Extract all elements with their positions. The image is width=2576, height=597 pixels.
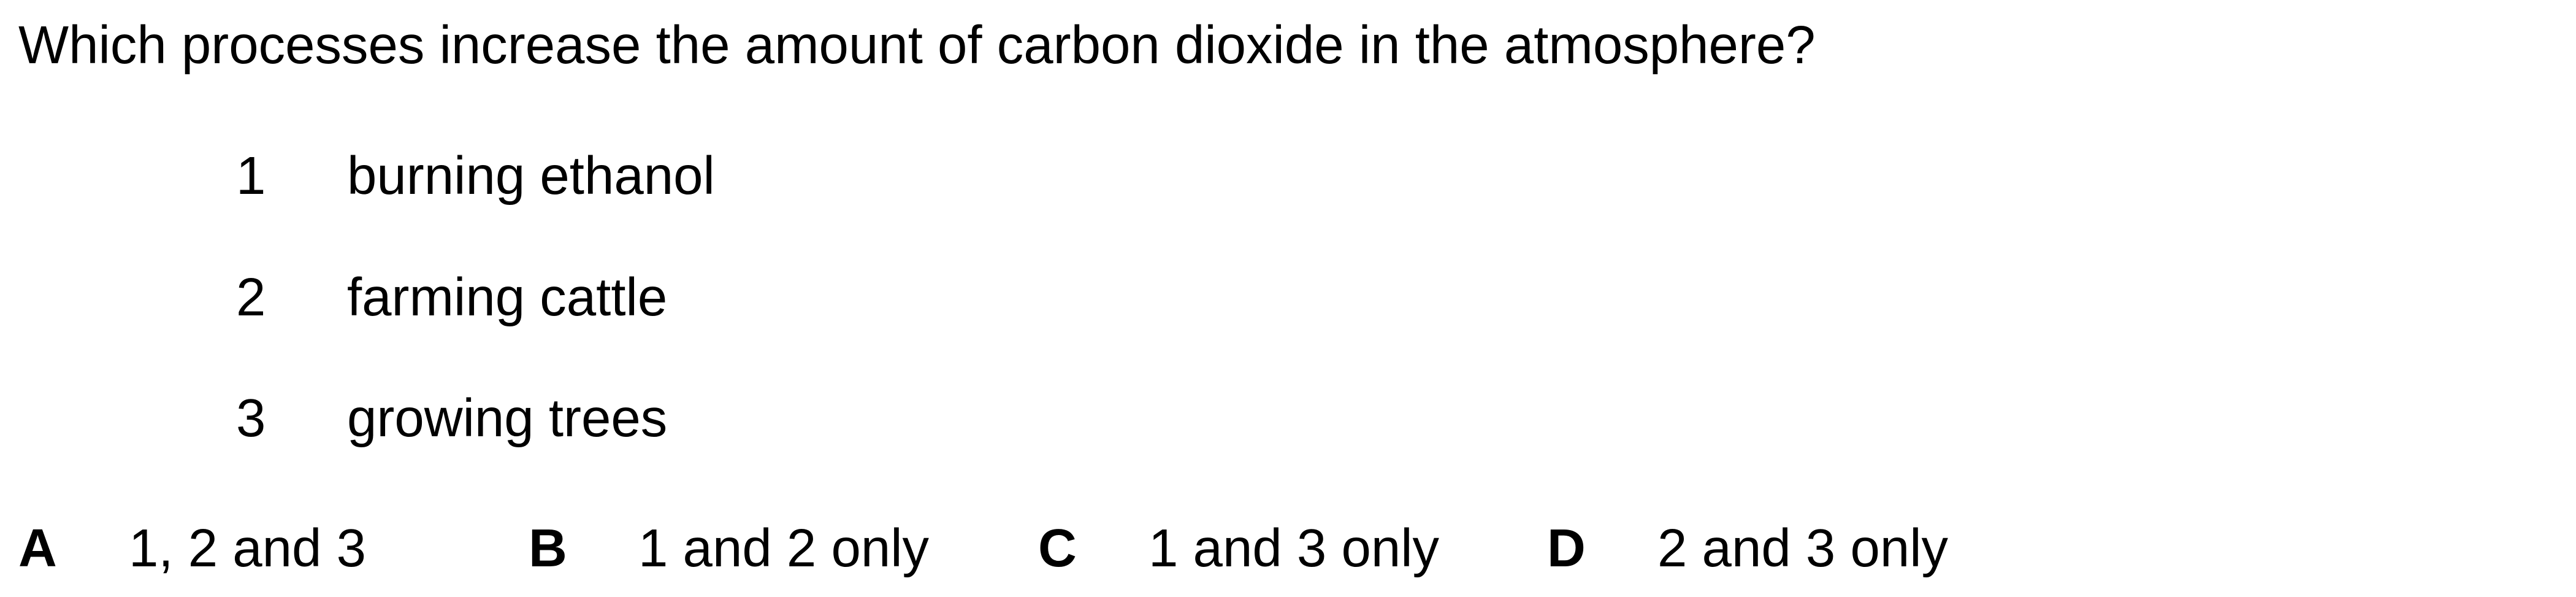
option-d-text: 2 and 3 only: [1657, 518, 1949, 578]
statement-number: 1: [236, 146, 266, 206]
option-b-text: 1 and 2 only: [638, 518, 930, 578]
option-a-text: 1, 2 and 3: [129, 518, 366, 578]
question-text: Which processes increase the amount of carbon dioxide in the atmosphere?: [18, 15, 1816, 75]
statement-text: growing trees: [347, 388, 668, 448]
statement-text: farming cattle: [347, 268, 668, 327]
option-d-letter: D: [1547, 518, 1586, 578]
statement-number: 3: [236, 388, 266, 448]
statement-text: burning ethanol: [347, 146, 715, 206]
option-b-letter: B: [529, 518, 567, 578]
option-c-text: 1 and 3 only: [1148, 518, 1440, 578]
option-a-letter: A: [18, 518, 57, 578]
answer-options: [0, 514, 2576, 583]
statement-number: 2: [236, 268, 266, 327]
option-c-letter: C: [1038, 518, 1077, 578]
